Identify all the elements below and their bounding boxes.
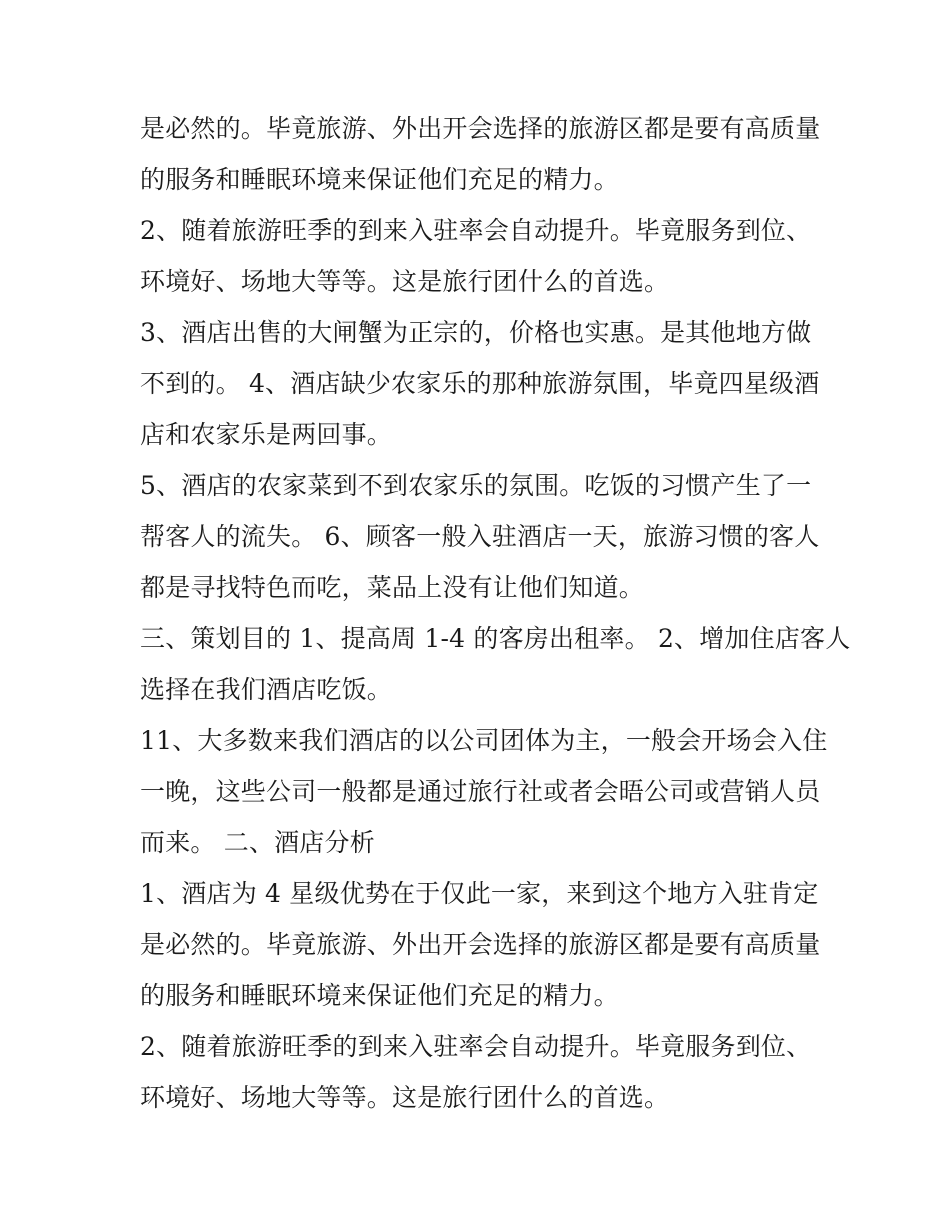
text-line: 1、酒店为 4 星级优势在于仅此一家，来到这个地方入驻肯定 bbox=[140, 879, 819, 908]
text-line: 3、酒店出售的大闸蟹为正宗的，价格也实惠。是其他地方做 bbox=[140, 318, 812, 347]
text-line: 2、随着旅游旺季的到来入驻率会自动提升。毕竟服务到位、 bbox=[140, 216, 812, 245]
text-line: 是必然的。毕竟旅游、外出开会选择的旅游区都是要有高质量 bbox=[140, 114, 821, 143]
text-line: 2、随着旅游旺季的到来入驻率会自动提升。毕竟服务到位、 bbox=[140, 1032, 812, 1061]
text-line: 帮客人的流失。 6、顾客一般入驻酒店一天，旅游习惯的客人 bbox=[140, 522, 820, 551]
text-line: 的服务和睡眠环境来保证他们充足的精力。 bbox=[140, 981, 619, 1010]
text-line: 都是寻找特色而吃，菜品上没有让他们知道。 bbox=[140, 573, 645, 602]
text-line: 5、酒店的农家菜到不到农家乐的氛围。吃饭的习惯产生了一 bbox=[140, 471, 812, 500]
document-body bbox=[140, 103, 851, 1123]
text-line: 环境好、场地大等等。这是旅行团什么的首选。 bbox=[140, 1083, 670, 1112]
text-line: 不到的。 4、酒店缺少农家乐的那种旅游氛围，毕竟四星级酒 bbox=[140, 369, 820, 398]
text-line: 而来。 二、酒店分析 bbox=[140, 828, 375, 857]
text-line: 店和农家乐是两回事。 bbox=[140, 420, 393, 449]
text-line: 的服务和睡眠环境来保证他们充足的精力。 bbox=[140, 165, 619, 194]
text-line: 11、大多数来我们酒店的以公司团体为主，一般会开场会入住 bbox=[140, 726, 828, 755]
text-line: 是必然的。毕竟旅游、外出开会选择的旅游区都是要有高质量 bbox=[140, 930, 821, 959]
text-line: 环境好、场地大等等。这是旅行团什么的首选。 bbox=[140, 267, 670, 296]
text-line: 一晚，这些公司一般都是通过旅行社或者会晤公司或营销人员 bbox=[140, 777, 821, 806]
text-line: 选择在我们酒店吃饭。 bbox=[140, 675, 393, 704]
text-line: 三、策划目的 1、提高周 1-4 的客房出租率。 2、增加住店客人 bbox=[140, 624, 851, 653]
